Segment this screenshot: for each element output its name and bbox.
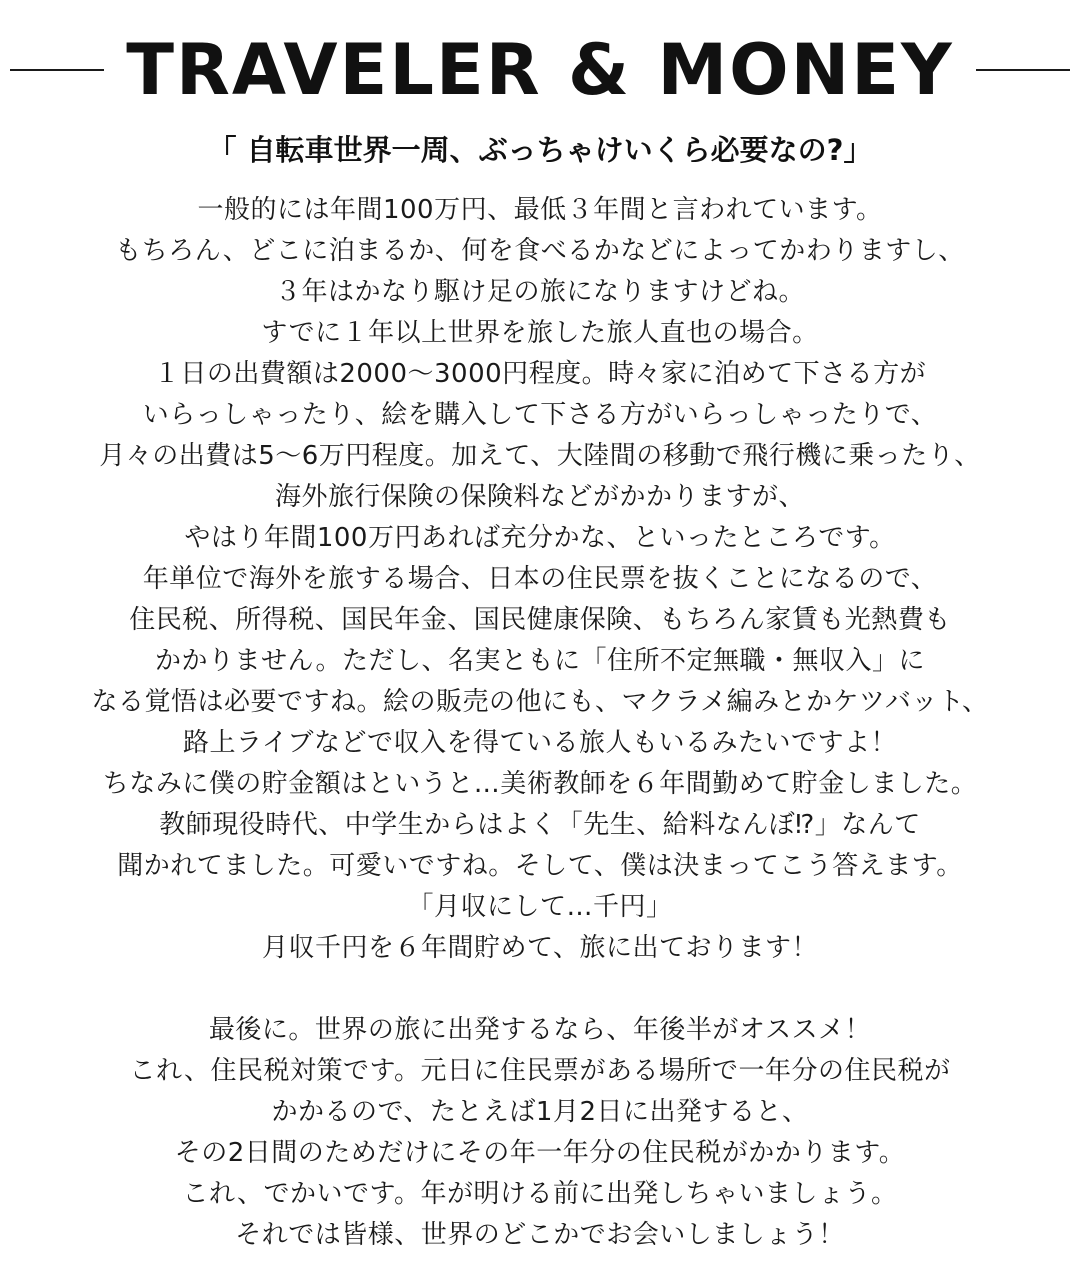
text-line: 月々の出費は5～6万円程度。加えて、大陸間の移動で飛行機に乗ったり、 (99, 441, 981, 471)
text-line: 路上ライブなどで収入を得ている旅人もいるみたいですよ！ (183, 728, 897, 758)
section-question: 「 自転車世界一周、ぶっちゃけいくら必要なの?」 (207, 133, 873, 167)
text-line: 最後に。世界の旅に出発するなら、年後半がオススメ！ (208, 1015, 872, 1045)
page-title: TRAVELER & MONEY (126, 29, 954, 111)
text-line: 月収千円を６年間貯めて、旅に出ております！ (262, 933, 818, 963)
text-line: 一般的には年間100万円、最低３年間と言われています。 (197, 195, 883, 225)
text-line: それでは皆様、世界のどこかでお会いしましょう！ (235, 1220, 845, 1250)
text-line: ちなみに僕の貯金額はというと…美術教師を６年間勤めて貯金しました。 (102, 769, 978, 799)
text-line: ３年はかなり駆け足の旅になりますけどね。 (274, 277, 805, 307)
text-line: その2日間のためだけにその年一年分の住民税がかかります。 (174, 1138, 906, 1168)
text-line: いらっしゃったり、絵を購入して下さる方がいらっしゃったりで、 (142, 400, 938, 430)
text-line: これ、住民税対策です。元日に住民票がある場所で一年分の住民税が (129, 1056, 951, 1086)
text-line: かかるので、たとえば1月2日に出発すると、 (271, 1097, 809, 1127)
text-line: やはり年間100万円あれば充分かな、といったところです。 (184, 523, 896, 553)
text-line: 住民税、所得税、国民年金、国民健康保険、もちろん家賃も光熱費も (129, 605, 951, 635)
article-body (0, 190, 1080, 1256)
paragraph-closing (0, 1010, 1080, 1256)
text-line: 海外旅行保険の保険料などがかかりますが、 (274, 482, 805, 512)
text-line: これ、でかいです。年が明ける前に出発しちゃいましょう。 (182, 1179, 898, 1209)
text-line: もちろん、どこに泊まるか、何を食べるかなどによってかわりますし、 (115, 236, 965, 266)
title-rule-left (10, 69, 104, 71)
paragraph-main (0, 190, 1080, 969)
text-line: なる覚悟は必要ですね。絵の販売の他にも、マクラメ編みとかケツバット、 (91, 687, 989, 717)
text-line: 教師現役時代、中学生からはよく「先生、給料なんぼ⁉」なんて (159, 810, 921, 840)
text-line: 年単位で海外を旅する場合、日本の住民票を抜くことになるので、 (142, 564, 938, 594)
text-line: 「月収にして…千円」 (407, 892, 673, 922)
text-line: かかりません。ただし、名実ともに「住所不定無職・無収入」に (154, 646, 926, 676)
title-rule-right (976, 69, 1070, 71)
paragraph-gap (0, 969, 1080, 1010)
text-line: １日の出費額は2000～3000円程度。時々家に泊めて下さる方が (153, 359, 927, 389)
text-line: 聞かれてました。可愛いですね。そして、僕は決まってこう答えます。 (117, 851, 963, 881)
header (0, 22, 1080, 118)
text-line: すでに１年以上世界を旅した旅人直也の場合。 (261, 318, 819, 348)
